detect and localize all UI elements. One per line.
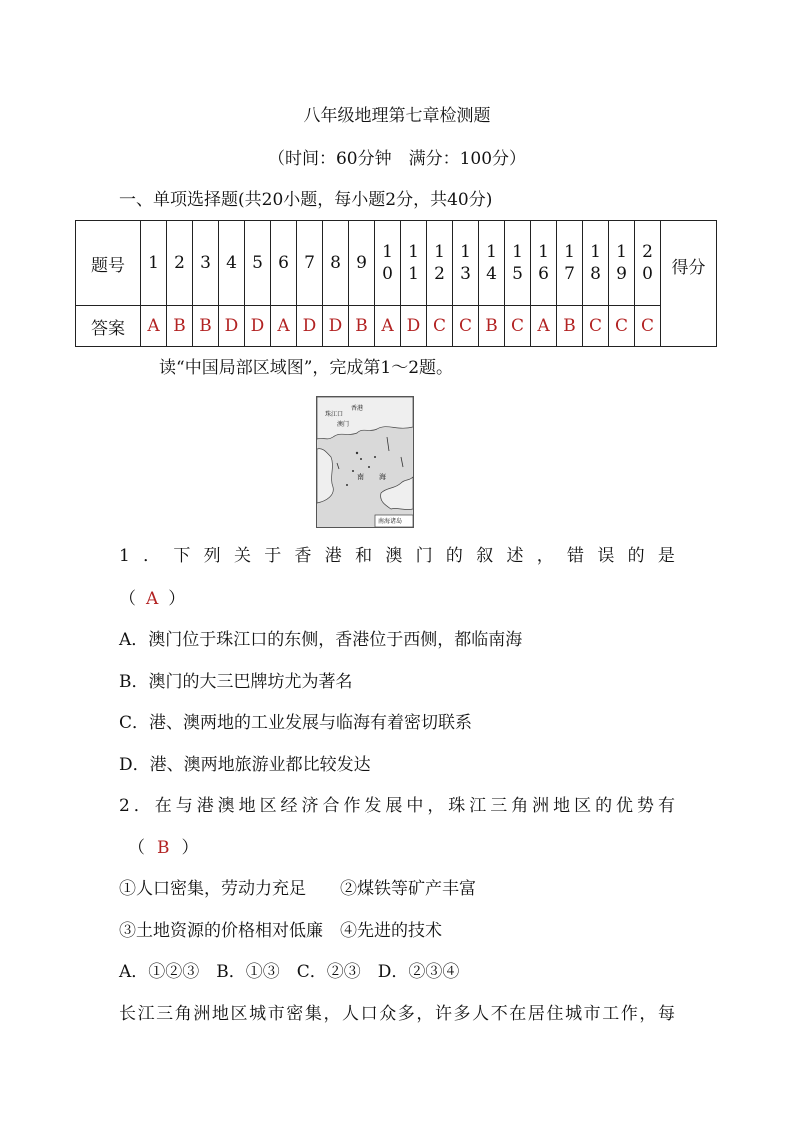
answer-cell: B [349, 306, 375, 347]
map-intro: 读“中国局部区域图”，完成第1～2题。 [159, 358, 454, 378]
question-1-option-b: B．澳门的大三巴牌坊尤为著名 [119, 672, 353, 692]
answer-cell: D [245, 306, 271, 347]
answer-cell: D [401, 306, 427, 347]
map-label: 珠江口 [325, 411, 344, 418]
question-2-options-3-4: ③土地资源的价格相对低廉 ④先进的技术 [119, 921, 442, 941]
answer-row-label: 答案 [76, 306, 141, 347]
question-1-option-c: C．港、澳两地的工业发展与临海有着密切联系 [119, 713, 473, 733]
document-subtitle: （时间：60分钟 满分：100分） [267, 149, 527, 169]
document-title: 八年级地理第七章检测题 [303, 106, 491, 126]
map-corner-label: 南海诸岛 [378, 518, 403, 525]
answer-cell: D [323, 306, 349, 347]
question-2-options-1-2: ①人口密集，劳动力充足 ②煤铁等矿产丰富 [119, 879, 476, 899]
map-label: 海 [379, 473, 386, 481]
answer-cell: C [583, 306, 609, 347]
question-number-cell: 3 [193, 221, 219, 306]
question-number-cell: 1 0 [375, 221, 401, 306]
question-number-cell: 5 [245, 221, 271, 306]
map-label: 香港 [351, 405, 364, 412]
question-number-cell: 1 5 [505, 221, 531, 306]
score-cell: 得分 [661, 221, 717, 347]
question-number-cell: 1 [141, 221, 167, 306]
answer-cell: C [635, 306, 661, 347]
question-1-answer-line: （ A ） [119, 589, 186, 609]
question-number-cell: 9 [349, 221, 375, 306]
question-2-stem: 2．在与港澳地区经济合作发展中，珠江三角洲地区的优势有 [119, 796, 675, 816]
question-number-cell: 2 0 [635, 221, 661, 306]
question-number-cell: 7 [297, 221, 323, 306]
answer-cell: B [193, 306, 219, 347]
answer-cell: C [505, 306, 531, 347]
question-number-cell: 6 [271, 221, 297, 306]
question-number-cell: 1 4 [479, 221, 505, 306]
answer-table [75, 220, 717, 347]
answer-cell: C [427, 306, 453, 347]
question-1-stem: 1 ． 下 列 关 于 香 港 和 澳 门 的 叙 述 ， 错 误 的 是 [119, 546, 675, 566]
question-number-cell: 1 8 [583, 221, 609, 306]
answer-row [76, 306, 717, 347]
question-number-cell: 1 2 [427, 221, 453, 306]
question-number-cell: 2 [167, 221, 193, 306]
map-label: 南 [357, 473, 364, 481]
answer-cell: B [479, 306, 505, 347]
question-number-cell: 1 3 [453, 221, 479, 306]
question-number-cell: 1 7 [557, 221, 583, 306]
section-heading: 一、单项选择题(共20小题，每小题2分，共40分) [119, 190, 493, 210]
number-row [76, 221, 717, 306]
question-1-option-d: D．港、澳两地旅游业都比较发达 [119, 755, 371, 775]
map-label: 澳门 [337, 421, 350, 428]
question-number-cell: 1 6 [531, 221, 557, 306]
question-1-answer: A [146, 589, 159, 609]
answer-cell: A [531, 306, 557, 347]
answer-cell: D [297, 306, 323, 347]
answer-cell: A [375, 306, 401, 347]
answer-cell: C [609, 306, 635, 347]
question-2-choices: A．①②③ B．①③ C．②③ D．②③④ [119, 962, 460, 982]
question-2-answer-line: （ B ） [128, 838, 199, 858]
answer-cell: A [271, 306, 297, 347]
region-map [316, 396, 414, 528]
answer-cell: A [141, 306, 167, 347]
number-row-label: 题号 [76, 221, 141, 306]
question-number-cell: 4 [219, 221, 245, 306]
answer-cell: B [557, 306, 583, 347]
answer-cell: C [453, 306, 479, 347]
passage-line: 长江三角洲地区城市密集，人口众多，许多人不在居住城市工作，每 [119, 1004, 675, 1024]
question-number-cell: 1 1 [401, 221, 427, 306]
question-1-option-a: A．澳门位于珠江口的东侧，香港位于西侧，都临南海 [119, 630, 523, 650]
answer-cell: B [167, 306, 193, 347]
question-2-answer: B [157, 838, 170, 858]
answer-cell: D [219, 306, 245, 347]
question-number-cell: 8 [323, 221, 349, 306]
question-number-cell: 1 9 [609, 221, 635, 306]
